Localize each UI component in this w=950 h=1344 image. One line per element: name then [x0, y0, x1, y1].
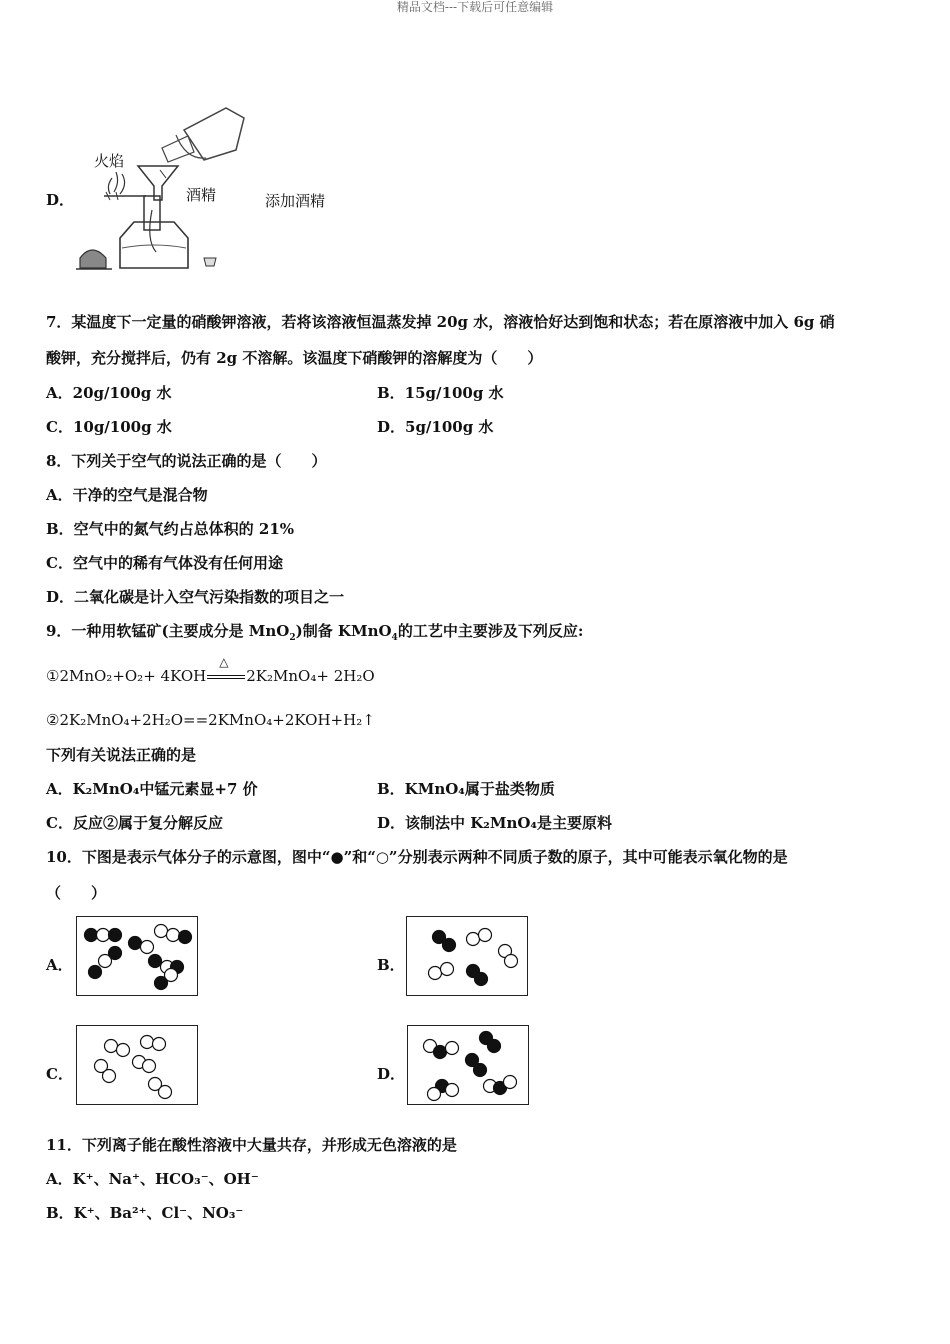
- q10-stem-line2: （ ）: [46, 884, 107, 902]
- alcohol-lamp-figure: [76, 100, 256, 275]
- q9-option-b: B．KMnO₄属于盐类物质: [377, 780, 555, 798]
- q8-option-a: A．干净的空气是混合物: [46, 486, 208, 504]
- q9-reaction-1: ①2MnO₂+O₂+ 4KOH △ 2K₂MnO₄+ 2H₂O: [46, 655, 375, 685]
- q9-option-c: C．反应②属于复分解反应: [46, 814, 223, 832]
- q11-stem: 11．下列离子能在酸性溶液中大量共存，并形成无色溶液的是: [46, 1136, 457, 1154]
- q10-option-c-diagram: [76, 1025, 198, 1105]
- q11-option-b: B．K⁺、Ba²⁺、Cl⁻、NO₃⁻: [46, 1204, 244, 1222]
- q8-option-b: B．空气中的氮气约占总体积的 21%: [46, 520, 295, 538]
- q11-option-a: A．K⁺、Na⁺、HCO₃⁻、OH⁻: [46, 1170, 259, 1188]
- q10-option-a-diagram: [76, 916, 198, 996]
- alcohol-label: 酒精: [186, 186, 217, 204]
- q10-option-d-diagram: [407, 1025, 529, 1105]
- q7-option-a: A．20g/100g 水: [46, 384, 172, 402]
- q9-option-a: A．K₂MnO₄中锰元素显+7 价: [46, 780, 258, 798]
- q10-option-c-label: C．: [46, 1065, 73, 1083]
- q8-stem: 8．下列关于空气的说法正确的是（ ）: [46, 452, 327, 470]
- q10-stem-line1: 10．下图是表示气体分子的示意图，图中“●”和“○”分别表示两种不同质子数的原子，其中可能表示氧化物的是: [46, 848, 788, 866]
- q9-reaction-2: ②2K₂MnO₄+2H₂O==2KMnO₄+2KOH+H₂↑: [46, 711, 375, 729]
- q7-option-d: D．5g/100g 水: [377, 418, 494, 436]
- q8-option-d: D．二氧化碳是计入空气污染指数的项目之一: [46, 588, 345, 606]
- q9-option-d: D．该制法中 K₂MnO₄是主要原料: [377, 814, 612, 832]
- q6-option-d-label: D．: [46, 191, 75, 209]
- page-header: 精品文档---下载后可任意编辑: [396, 0, 554, 14]
- q7-option-b: B．15g/100g 水: [377, 384, 504, 402]
- q7-stem-line2: 酸钾，充分搅拌后，仍有 2g 不溶解。该温度下硝酸钾的溶解度为（ ）: [46, 349, 543, 367]
- q9-prompt: 下列有关说法正确的是: [46, 746, 197, 764]
- reaction-condition-arrow: △: [207, 675, 245, 679]
- q10-option-b-label: B．: [377, 956, 405, 974]
- q8-option-c: C．空气中的稀有气体没有任何用途: [46, 554, 283, 572]
- flame-label: 火焰: [94, 152, 125, 170]
- q6-option-d-caption: 添加酒精: [265, 192, 326, 210]
- q10-option-d-label: D．: [377, 1065, 406, 1083]
- q7-stem-line1: 7．某温度下一定量的硝酸钾溶液，若将该溶液恒温蒸发掉 20g 水，溶液恰好达到饱和状态；若在原溶液中加入 6g 硝: [46, 313, 835, 331]
- q10-option-a-label: A．: [46, 956, 73, 974]
- q10-option-b-diagram: [406, 916, 528, 996]
- q7-option-c: C．10g/100g 水: [46, 418, 172, 436]
- q9-stem: 9．一种用软锰矿(主要成分是 MnO$_2$)制备 KMnO$_4$的工艺中主要涉及下列反应:: [46, 622, 584, 643]
